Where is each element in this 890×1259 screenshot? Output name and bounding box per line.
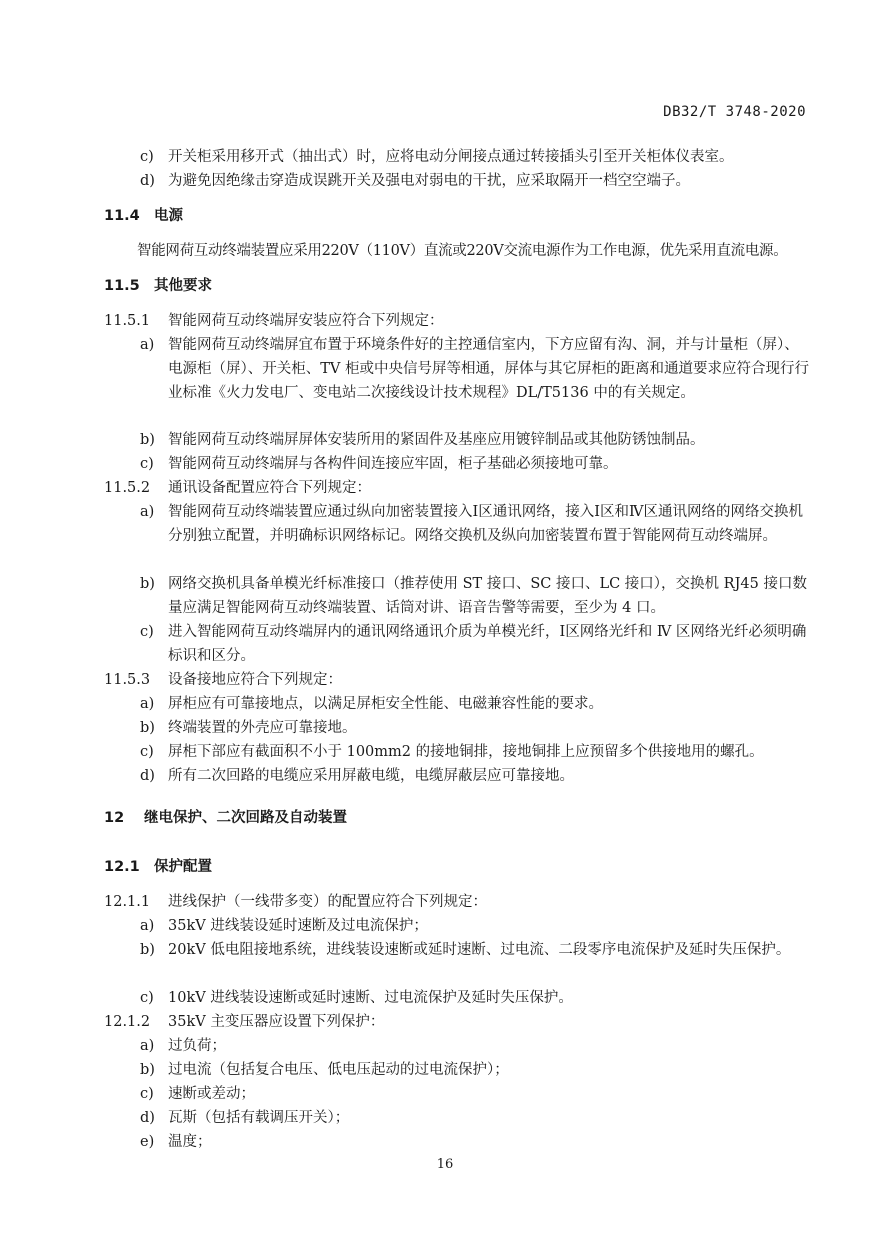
item-label: b) <box>140 1062 155 1078</box>
list-item-text: 终端装置的外壳应可靠接地。 <box>168 720 357 736</box>
item-label: d) <box>140 768 155 784</box>
list-item-text: 进入智能网荷互动终端屏内的通讯网络通讯介质为单模光纤，Ⅰ区网络光纤和 Ⅳ 区网络光纤必须明确标识和区分。 <box>168 624 807 664</box>
list-item-text: 屏柜下部应有截面积不小于 100mm2 的接地铜排，接地铜排上应预留多个供接地用的螺孔。 <box>168 744 764 760</box>
section-title: 电源 <box>154 208 183 224</box>
list-item-text: 瓦斯（包括有载调压开关）； <box>168 1110 350 1126</box>
item-label: b) <box>140 942 155 958</box>
section-title: 其他要求 <box>154 278 212 294</box>
list-item-text: 网络交换机具备单模光纤标准接口（推荐使用 ST 接口、SC 接口、LC 接口），交换机 RJ45 接口数量应满足智能网荷互动终端装置、话筒对讲、语音告警等需要，至少为 4 口。 <box>168 576 807 616</box>
item-label: c) <box>140 744 154 760</box>
list-item-text: 智能网荷互动终端屏屏体安装所用的紧固件及基座应用镀锌制品或其他防锈蚀制品。 <box>168 432 705 448</box>
item-label: c) <box>140 456 154 472</box>
item-label: a) <box>140 337 155 353</box>
item-label: a) <box>140 504 155 520</box>
chapter-title: 继电保护、二次回路及自动装置 <box>144 810 347 826</box>
item-label: b) <box>140 432 155 448</box>
list-item-text: 温度； <box>168 1134 212 1150</box>
list-item-text: 35kV 进线装设延时速断及过电流保护； <box>168 918 428 934</box>
clause-text: 进线保护（一线带多变）的配置应符合下列规定： <box>168 894 487 910</box>
clause-number: 12.1.2 <box>104 1014 151 1030</box>
clause-text: 通讯设备配置应符合下列规定： <box>168 480 371 496</box>
list-item-text: 开关柜采用移开式（抽出式）时，应将电动分闸接点通过转接插头引至开关柜体仪表室。 <box>168 149 734 165</box>
list-item-text: 20kV 低电阻接地系统，进线装设速断或延时速断、过电流、二段零序电流保护及延时失压保护。 <box>168 942 791 958</box>
list-item-text: 为避免因绝缘击穿造成误跳开关及强电对弱电的干扰，应采取隔开一档空空端子。 <box>168 173 690 189</box>
list-item-text: 智能网荷互动终端装置应通过纵向加密装置接入Ⅰ区通讯网络，接入Ⅰ区和Ⅳ区通讯网络的网络交换机分别独立配置，并明确标识网络标记。网络交换机及纵向加密装置布置于智能网荷互动终端屏。 <box>168 504 803 544</box>
clause-number: 11.5.2 <box>104 480 151 496</box>
paragraph: 智能网荷互动终端装置应采用220V（110V）直流或220V交流电源作为工作电源，优先采用直流电源。 <box>137 243 788 259</box>
list-item-text: 10kV 进线装设速断或延时速断、过电流保护及延时失压保护。 <box>168 990 573 1006</box>
section-number: 12.1 <box>104 859 140 875</box>
item-label: a) <box>140 918 155 934</box>
page-number: 16 <box>436 1157 454 1172</box>
clause-text: 35kV 主变压器应设置下列保护： <box>168 1014 385 1030</box>
item-label: a) <box>140 1038 155 1054</box>
list-item-text: 屏柜应有可靠接地点，以满足屏柜安全性能、电磁兼容性能的要求。 <box>168 696 603 712</box>
chapter-number: 12 <box>104 810 125 826</box>
section-title: 保护配置 <box>154 859 212 875</box>
section-number: 11.5 <box>104 278 140 294</box>
list-item-text: 过负荷； <box>168 1038 226 1054</box>
clause-number: 11.5.3 <box>104 672 151 688</box>
item-label: d) <box>140 173 155 189</box>
section-number: 11.4 <box>104 208 140 224</box>
list-item-text: 智能网荷互动终端屏与各构件间连接应牢固，柜子基础必须接地可靠。 <box>168 456 618 472</box>
clause-number: 11.5.1 <box>104 313 151 329</box>
item-label: c) <box>140 624 154 640</box>
item-label: a) <box>140 696 155 712</box>
item-label: c) <box>140 1086 154 1102</box>
clause-text: 智能网荷互动终端屏安装应符合下列规定： <box>168 313 444 329</box>
list-item-text: 智能网荷互动终端屏宜布置于环境条件好的主控通信室内，下方应留有沟、洞，并与计量柜（屏）、电源柜（屏）、开关柜、TV 柜或中央信号屏等相通，屏体与其它屏柜的距离和通道要求应符合现行行业标准《火力发电厂、变电站二次接线设计技术规程》DL/T5136 中的有关规定。 <box>168 337 809 401</box>
list-item-text: 过电流（包括复合电压、低电压起动的过电流保护）； <box>168 1062 509 1078</box>
standard-number: DB32/T 3748-2020 <box>663 104 806 120</box>
clause-number: 12.1.1 <box>104 894 151 910</box>
item-label: c) <box>140 149 154 165</box>
list-item-text: 所有二次回路的电缆应采用屏蔽电缆，电缆屏蔽层应可靠接地。 <box>168 768 574 784</box>
item-label: d) <box>140 1110 155 1126</box>
clause-text: 设备接地应符合下列规定： <box>168 672 342 688</box>
item-label: b) <box>140 720 155 736</box>
list-item-text: 速断或差动； <box>168 1086 255 1102</box>
item-label: e) <box>140 1134 155 1150</box>
item-label: c) <box>140 990 154 1006</box>
item-label: b) <box>140 576 155 592</box>
